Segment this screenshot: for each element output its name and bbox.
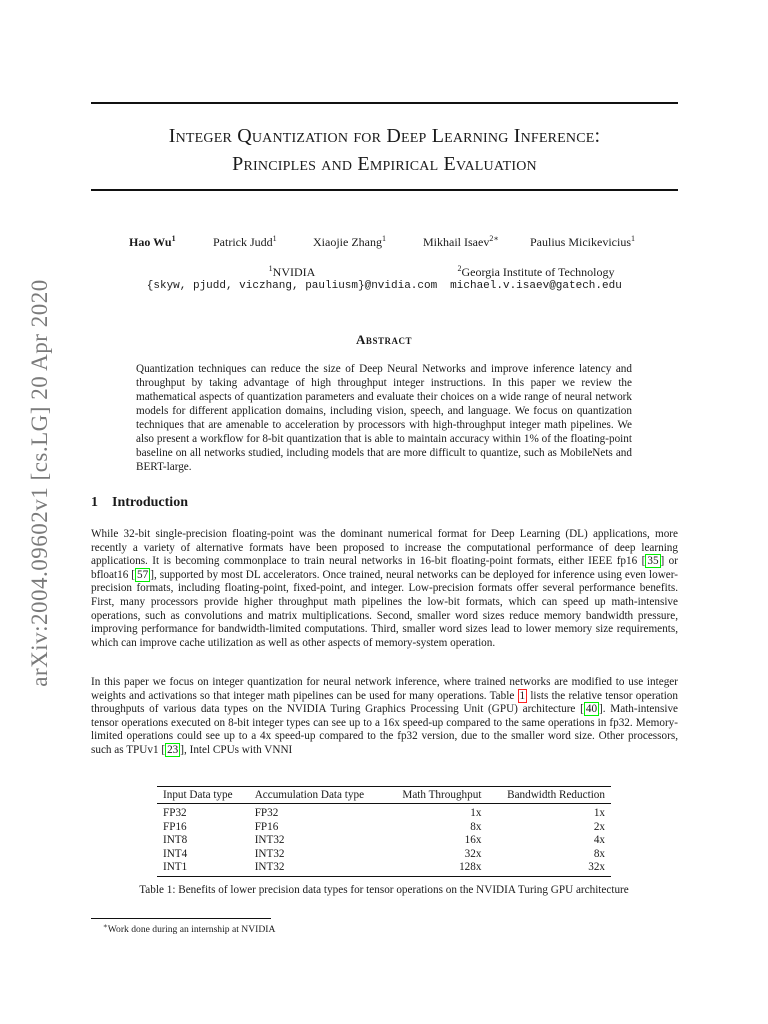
title-line-2: Principles and Empirical Evaluation <box>232 153 537 175</box>
citation-link[interactable]: 35 <box>647 555 659 568</box>
table-row: INT8 INT32 16x 4x <box>163 834 605 846</box>
intro-paragraph-1: While 32-bit single-precision floating-point was the dominant numerical format for Deep Learning (DL) applications, more recently a variety of alternative formats have been proposed to increase the computational performance of deep learning applications. It is becoming commonplace to train neural networks in 16-bit floating-point formats, either IEEE fp16 [ 35 ] or bfloat16 [ 57 ], supported by most DL accelerators. Once trained, neural networks can be deployed for inference using even lower-precision formats, including floating-point, fixed-point, and integer. Low-precision formats offer several performance benefits. First, many processors provide higher throughput math pipelines the low-bit formats, which can speed up math-intensive operations, such as convolutions and matrix multiplications. Second, smaller word sizes reduce memory bandwidth pressure, improving performance for bandwidth-limited computations. Third, smaller word sizes lead to lower memory size requirements, which can improve cache utilization as well as other aspects of memory-system operation. <box>91 528 678 649</box>
email: michael.v.isaev@gatech.edu <box>450 280 622 292</box>
column-header: Bandwidth Reduction <box>487 787 611 804</box>
author: Paulius Micikevicius$^1$ <box>530 234 635 249</box>
author: Mikhail Isaev$^{2∗}$ <box>423 234 499 249</box>
title-bottom-rule <box>91 189 678 191</box>
table-row: INT1 INT32 128x 32x <box>157 861 611 876</box>
footnote: ∗Work done during an internship at NVIDIA <box>103 922 276 936</box>
table-row: INT4 INT32 32x 8x <box>163 847 605 860</box>
affiliation-nvidia: $^1$NVIDIA {skyw, pjudd, viczhang, pauliusm}@nvidia.com <box>144 264 440 292</box>
citation-link[interactable]: 23 <box>167 743 179 756</box>
citation-link[interactable]: 57 <box>137 568 149 581</box>
title-line-1: Integer Quantization for Deep Learning Inference: <box>168 125 601 147</box>
citation-link[interactable]: 40 <box>585 703 598 716</box>
abstract-heading: Abstract <box>356 332 412 347</box>
column-header: Math Throughput <box>385 787 487 804</box>
intro-paragraph-2: In this paper we focus on integer quantization for neural network inference, where trained networks are modified to use integer weights and activations so that integer math pipelines can be used for many operations. Table 1 lists the relative tensor operation throughputs of various data types on the NVIDIA Turing Graphics Processing Unit (GPU) architecture [ 40 ]. Math-intensive tensor operations executed on 8-bit integer types can see up to a 16x speed-up compared to the same operations in fp32. Memory-limited operations could see up to a 4x speed-up compared to the fp32 version, due to the smaller word size. Other processors, such as TPUv1 [ 23 ], Intel CPUs with VNNI <box>91 676 679 756</box>
paper-title <box>91 122 678 178</box>
column-header: Accumulation Data type <box>249 787 385 804</box>
author: Xiaojie Zhang$^1$ <box>313 234 386 249</box>
table-header-row <box>157 787 611 804</box>
section-heading: 1 Introduction <box>91 495 188 510</box>
footnote-rule <box>91 918 271 919</box>
table-link[interactable]: 1 <box>519 689 526 702</box>
table-row: FP16 FP16 8x 2x <box>163 820 605 833</box>
title-top-rule <box>91 102 678 104</box>
throughput-table <box>157 786 611 877</box>
affiliation-gatech: $^2$Georgia Institute of Technology michael.v.isaev@gatech.edu <box>446 264 626 292</box>
abstract-text: Quantization techniques can reduce the size of Deep Neural Networks and improve inference latency and throughput by taking advantage of high throughput integer instructions. In this paper we review the mathematical aspects of quantization parameters and evaluate their choices on a wide range of neural network models for different application domains, including vision, speech, and language. We focus on quantization techniques that are amenable to acceleration by processors with high-throughput integer math pipelines. We also present a workflow for 8-bit quantization that is able to maintain accuracy within 1% of the floating-point baseline on all networks studied, including models that are more difficult to quantize, such as MobileNets and BERT-large. <box>136 363 632 473</box>
email: {skyw, pjudd, viczhang, pauliusm}@nvidia.com <box>146 280 438 292</box>
table-row: FP32 FP32 1x 1x <box>163 807 605 819</box>
column-header: Input Data type <box>157 787 249 804</box>
author: Patrick Judd$^1$ <box>213 234 277 249</box>
arxiv-id: arXiv:2004.09602v1 [cs.LG] 20 Apr 2020 <box>27 279 52 687</box>
author: Hao Wu$^1$ <box>129 234 176 249</box>
table-caption: Table 1: Benefits of lower precision data types for tensor operations on the NVIDIA Turing GPU architecture <box>139 884 629 896</box>
